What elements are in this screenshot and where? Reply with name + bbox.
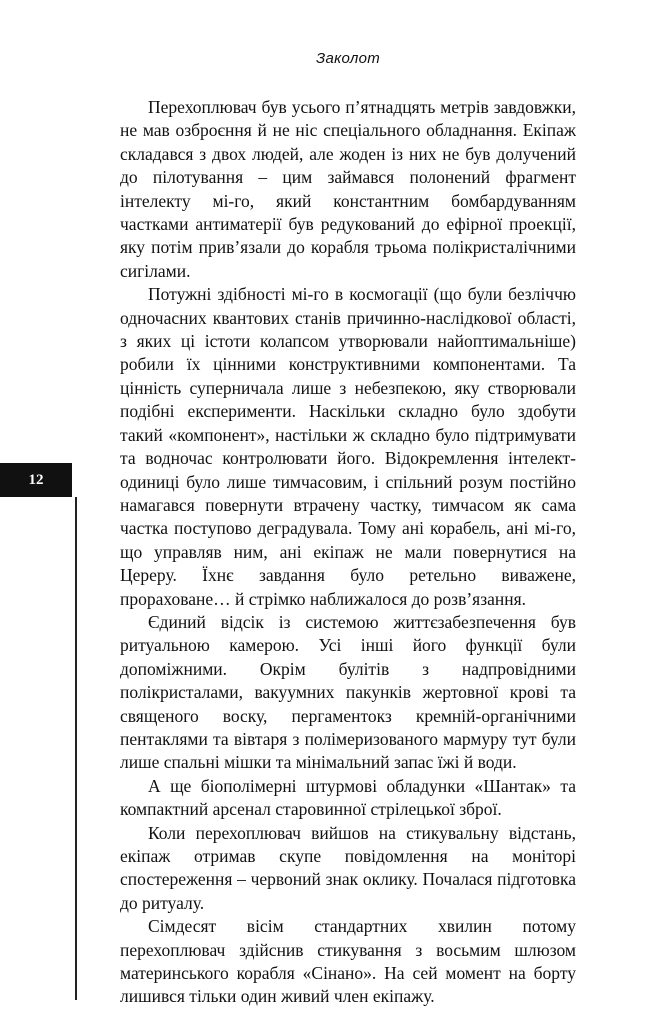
page-number-tab	[0, 463, 72, 497]
paragraph: Потужні здібності мі-го в космогації (що були безліччю одночасних квантових станів причинно-наслідкової області, з яких ці істоти колапсом утворювали найоптимальніше) робили їх цінними конструктивними компонентами. Та цінність суперничала лише з небезпекою, яку створювали подібні експерименти. Наскільки складно було здобути такий «компонент», настільки ж складно було підтримувати та водночас контролювати його. Відокремлення інтелект-одиниці було лише тимчасовим, і спільний розум постійно намагався повернути втрачену частку, тимчасом як сама частка поступово деградувала. Тому ані корабель, ані мі-го, що управляв ним, ані екіпаж не мали повернутися на Цереру. Їхнє завдання було ретельно виважене, прораховане… й стрімко наближалося до розв’язання.	[120, 284, 576, 609]
paragraph: Єдиний відсік із системою життєзабезпечення був ритуальною камерою. Усі інші його функції були допоміжними. Окрім булітів з надпровідними полікристалами, вакуумних пакунків жертовної крові та священого воску, пергаментокз кремній-органічними пентаклями та вівтаря з полімеризованого мармуру тут були лише спальні мішки та мінімальний запас їжі й води.	[120, 611, 576, 773]
paragraph: Перехоплювач був усього п’ятнадцять метрів завдовжки, не мав озброєння й не ніс спеціального обладнання. Екіпаж складався з двох людей, але жоден із них не був долучений до пілотування – цим займався полонений фрагмент інтелекту мі-го, який константним бомбардуванням частками антиматерії був редукований до ефірної проекції, яку потім прив’язали до корабля трьома полікристалічними сигілами.	[120, 97, 576, 281]
paragraph: Сімдесят вісім стандартних хвилин потому перехоплювач здійснив стикування з восьмим шлюзом материнського корабля «Сінано». На сей момент на борту лишився тільки один живий член екіпажу.	[120, 916, 576, 1007]
running-title: Заколот	[315, 50, 381, 67]
margin-rule	[75, 497, 77, 1000]
paragraph: Коли перехоплювач вийшов на стикувальну відстань, екіпаж отримав скупе повідомлення на моніторі спостереження – червоний знак оклику. Почалася підготовка до ритуалу.	[120, 822, 576, 913]
paragraph: А ще біополімерні штурмові обладунки «Шантак» та компактний арсенал старовинної стрілецької зброї.	[120, 775, 576, 820]
body-text	[120, 96, 576, 1009]
page-number: 12	[28, 471, 44, 488]
